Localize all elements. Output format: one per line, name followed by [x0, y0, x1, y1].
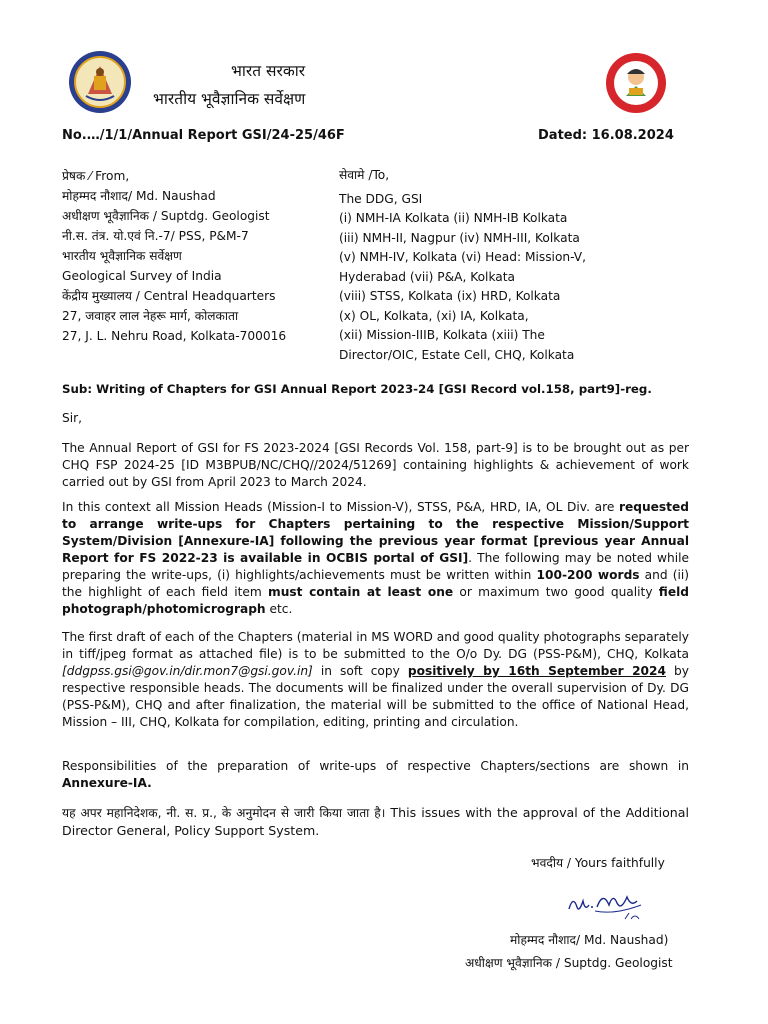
closing-phrase: भवदीय / Yours faithfully — [531, 856, 665, 870]
sender-line: 27, जवाहर लाल नेहरू मार्ग, कोलकाता — [62, 309, 239, 323]
text-run: In this context all Mission Heads (Mission-I to Mission-V), STSS, P&A, HRD, IA, OL Div. are — [62, 500, 619, 514]
paragraph-instructions — [62, 499, 689, 618]
org-line-2: भारतीय भूवैज्ञानिक सर्वेक्षण — [153, 90, 306, 108]
text-run: or maximum two good quality — [453, 585, 659, 599]
text-run: and (ii) the highlight of each field item — [62, 568, 689, 599]
recipient-line: Director/OIC, Estate Cell, CHQ, Kolkata — [339, 347, 575, 362]
english-approval-text: This issues with the approval of the Additional Director General, Policy Support System. — [62, 805, 689, 838]
text-run: Responsibilities of the preparation of write-ups of respective Chapters/sections are shown in — [62, 759, 689, 773]
gsi-emblem-logo — [68, 50, 132, 114]
paragraph-intro: The Annual Report of GSI for FS 2023-2024 [GSI Records Vol. 158, part-9] is to be brought out as per CHQ FSP 2024-25 [ID M3BPUB/NC/CHQ//2024/51269] containing highlights & achievement of work carried out by GSI from April 2023 to March 2024. — [62, 441, 689, 489]
recipient-label: सेवामे /To, — [339, 168, 390, 182]
hindi-approval-text: यह अपर महानिदेशक, नी. स. प्र., के अनुमोदन से जारी किया जाता है। — [62, 806, 386, 820]
sender-line: अधीक्षण भूवैज्ञानिक / Suptdg. Geologist — [62, 209, 270, 223]
sender-line: नी.स. तंत्र. यो.एवं नि.-7/ PSS, P&M-7 — [62, 229, 249, 243]
sender-line: Geological Survey of India — [62, 269, 222, 283]
bold-run: must contain at least one — [268, 585, 454, 599]
sender-line: प्रेषक ⁄ From, — [62, 169, 130, 183]
bold-run: 100-200 words — [536, 568, 640, 582]
text-run: . The following may be noted while preparing the write-ups, (i) highlights/achievements must be written within — [62, 551, 689, 582]
recipient-line: (xii) Mission-IIIB, Kolkata (xiii) The — [339, 328, 545, 342]
sender-line: केंद्रीय मुख्यालय / Central Headquarters — [62, 289, 276, 303]
sender-line: मोहम्मद नौशाद/ Md. Naushad — [62, 189, 216, 203]
text-run: etc. — [265, 602, 293, 616]
recipient-line: (x) OL, Kolkata, (xi) IA, Kolkata, — [339, 308, 529, 323]
bold-run: field photograph/photomicrograph — [62, 585, 689, 616]
paragraph-approval — [62, 804, 689, 840]
subject-line: Sub: Writing of Chapters for GSI Annual Report 2023-24 [GSI Record vol.158, part9]-reg. — [62, 382, 652, 396]
deadline-text: positively by 16th September 2024 — [407, 664, 667, 678]
recipient-line: (i) NMH-IA Kolkata (ii) NMH-IB Kolkata — [339, 211, 568, 225]
bold-run: requested to arrange write-ups for Chapters pertaining to the respective Mission/Support System/Division [Annexure-IA] following the previous year format [previous year Annual Report for FS 2022-23 is available in OCBIS portal of GSI] — [62, 500, 689, 565]
text-run: The first draft of each of the Chapters (material in MS WORD and good quality photographs separately in tiff/jpeg format as attached file) is to be submitted to the O/o Dy. DG (PSS-P&M), CHQ, Kolkata — [62, 630, 689, 661]
paragraph-responsibilities — [62, 758, 689, 792]
email-addresses[interactable]: [ddgpss.gsi@gov.in/dir.mon7@gsi.gov.in] — [62, 664, 313, 678]
recipient-line: (v) NMH-IV, Kolkata (vi) Head: Mission-V, — [339, 250, 587, 264]
org-heading — [153, 57, 305, 113]
salutation: Sir, — [62, 411, 83, 425]
org-line-1: भारत सरकार — [231, 62, 306, 80]
handwritten-signature — [565, 885, 655, 925]
recipient-line: (iii) NMH-II, Nagpur (iv) NMH-III, Kolkata — [339, 230, 580, 245]
text-run: in soft copy — [312, 664, 408, 678]
sender-address-block — [62, 166, 332, 346]
text-run: by respective responsible heads. The documents will be finalized under the overall supervision of Dy. DG (PSS-P&M), CHQ and after finalization, the material will be submitted to the office of National Head, Mission – III, CHQ, Kolkata for compilation, editing, printing and circulation. — [62, 664, 690, 729]
letter-date: Dated: 16.08.2024 — [538, 128, 674, 143]
signatory-name: मोहम्मद नौशाद/ Md. Naushad) — [510, 933, 669, 947]
signatory-designation: अधीक्षण भूवैज्ञानिक / Suptdg. Geologist — [465, 956, 673, 970]
beti-bachao-logo — [605, 52, 667, 114]
recipient-address-block — [339, 166, 639, 365]
reference-number: No.…/1/1/Annual Report GSI/24-25/46F — [62, 128, 345, 143]
sender-line: भारतीय भूवैज्ञानिक सर्वेक्षण — [62, 249, 182, 263]
annexure-reference: Annexure-IA. — [62, 776, 152, 790]
recipient-line: Hyderabad (vii) P&A, Kolkata — [339, 269, 515, 284]
paragraph-submission — [62, 629, 689, 731]
sender-line: 27, J. L. Nehru Road, Kolkata-700016 — [62, 329, 287, 343]
recipient-line: The DDG, GSI — [339, 191, 423, 206]
recipient-line: (viii) STSS, Kolkata (ix) HRD, Kolkata — [339, 289, 561, 303]
